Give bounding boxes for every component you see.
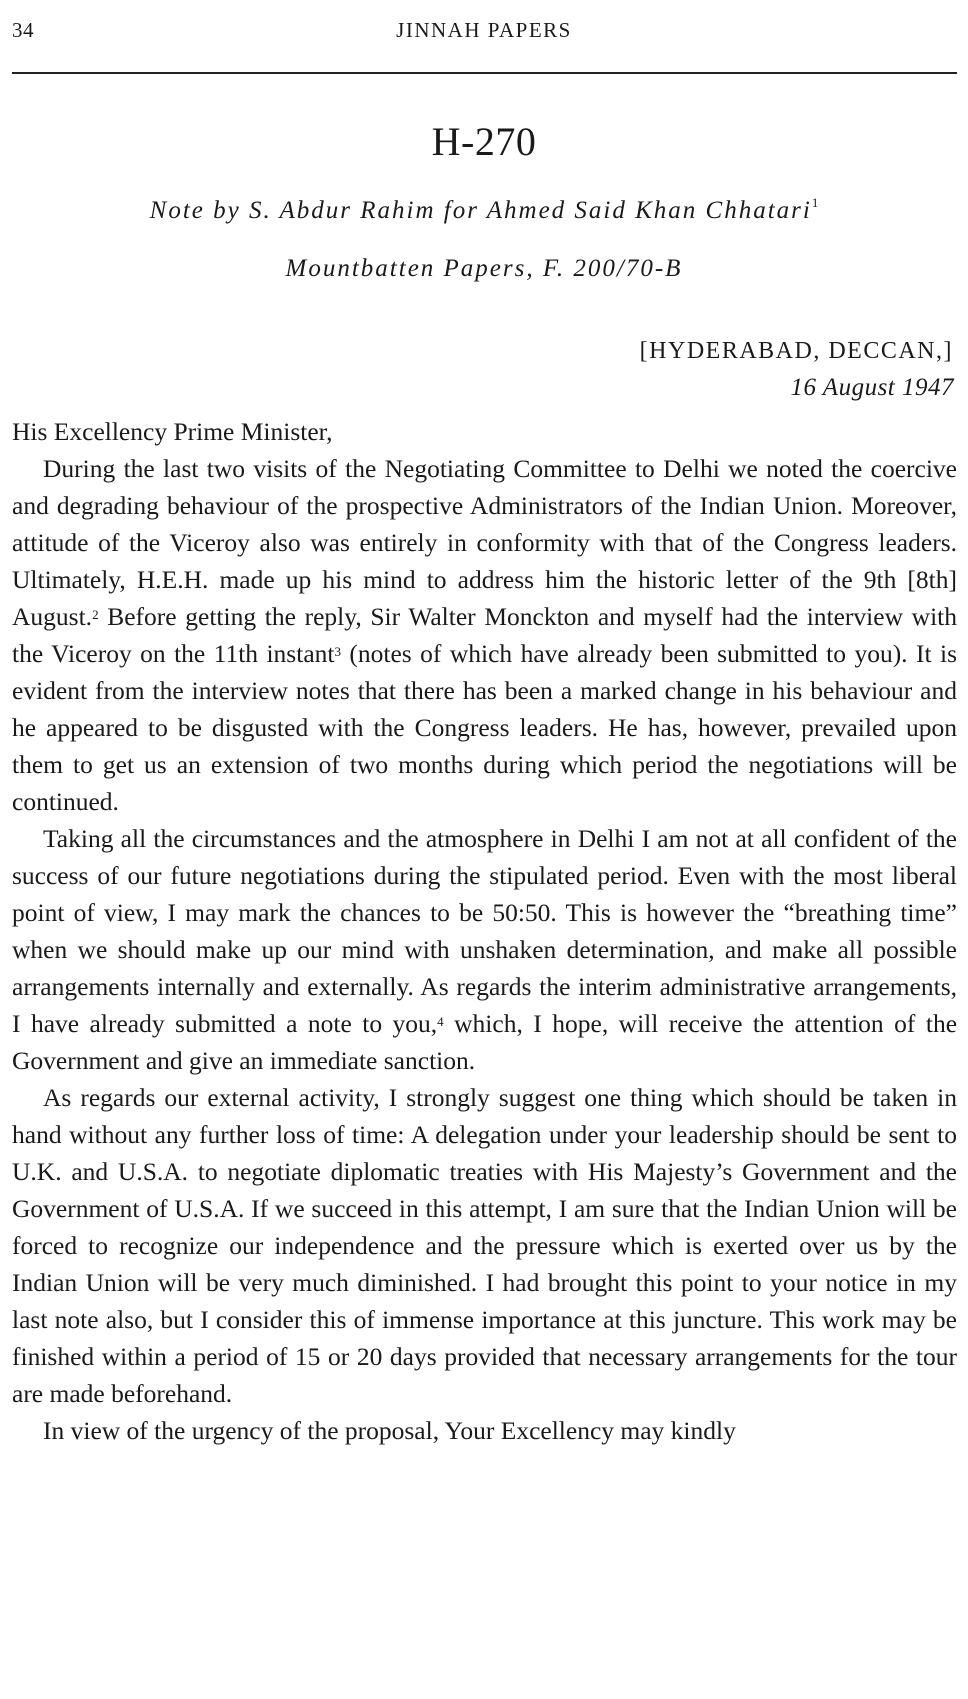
page-number: 34 — [12, 18, 34, 42]
footnote-marker-1: 1 — [811, 195, 819, 210]
paragraph-1-part-b: Before getting the reply, Sir Walter Monckton and myself had the interview with the Viceroy on the 11th instant — [12, 602, 957, 668]
paragraph-2-part-b: which, I hope, will receive the attention of the Government and give an immediate sanction. — [12, 1009, 958, 1075]
paragraph-2 — [12, 820, 957, 1079]
paragraph-3: As regards our external activity, I strongly suggest one thing which should be taken in hand without any further loss of time: A delegation under your leadership should be sent to U.K. and U.S.A. to negotiate diplomatic treaties with His Majesty’s Government and the Government of U.S.A. If we succeed in this attempt, I am sure that the Indian Union will be forced to recognize our independence and the pressure which is exerted over us by the Indian Union will be very much diminished. I had brought this point to your notice in my last note also, but I consider this of immense importance at this juncture. This work may be finished within a period of 15 or 20 days provided that necessary arrangements for the tour are made beforehand. — [12, 1083, 957, 1408]
note-by-text: Note by S. Abdur Rahim for Ahmed Said Khan Chhatari — [149, 197, 812, 224]
date-line: 16 August 1947 — [790, 374, 954, 401]
paragraph-1 — [12, 450, 957, 820]
paragraph-1-part-a: During the last two visits of the Negotiating Committee to Delhi we noted the coercive and degrading behaviour of the prospective Administrators of the Indian Union. Moreover, attitude of the Viceroy also was entirely in conformity with that of the Congress leaders. Ultimately, H.E.H. made up his mind to address him the historic letter of the 9th [8th] August. — [12, 454, 957, 631]
note-by-line — [0, 197, 968, 225]
footnote-marker-2: 2 — [92, 607, 99, 622]
running-head — [12, 18, 956, 48]
letter-body — [12, 413, 957, 1449]
paragraph-2-part-a: Taking all the circumstances and the atmosphere in Delhi I am not at all confident of the success of our future negotiations during the stipulated period. Even with the most liberal point of view, I may mark the chances to be 50:50. This is however the “breathing time” when we should make up our mind with unshaken determination, and make all possible arrangements internally and externally. As regards the interim administrative arrangements, I have already submitted a note to you, — [12, 824, 957, 1038]
footnote-marker-3: 3 — [334, 644, 341, 659]
paragraph-1-part-c: (notes of which have already been submitted to you). It is evident from the interview notes that there has been a marked change in his behaviour and he appeared to be disgusted with the Congress leaders. He has, however, prevailed upon them to get us an extension of two months during which period the negotiations will be continued. — [12, 639, 957, 816]
source-line: Mountbatten Papers, F. 200/70-B — [285, 255, 683, 282]
salutation: His Excellency Prime Minister, — [12, 417, 333, 446]
header-rule — [12, 72, 957, 74]
document-number: H-270 — [431, 119, 537, 164]
place-line: [HYDERABAD, DECCAN,] — [639, 338, 953, 364]
paragraph-4: In view of the urgency of the proposal, Your Excellency may kindly — [43, 1416, 736, 1445]
running-title: JINNAH PAPERS — [396, 18, 572, 42]
footnote-marker-4: 4 — [437, 1014, 444, 1029]
